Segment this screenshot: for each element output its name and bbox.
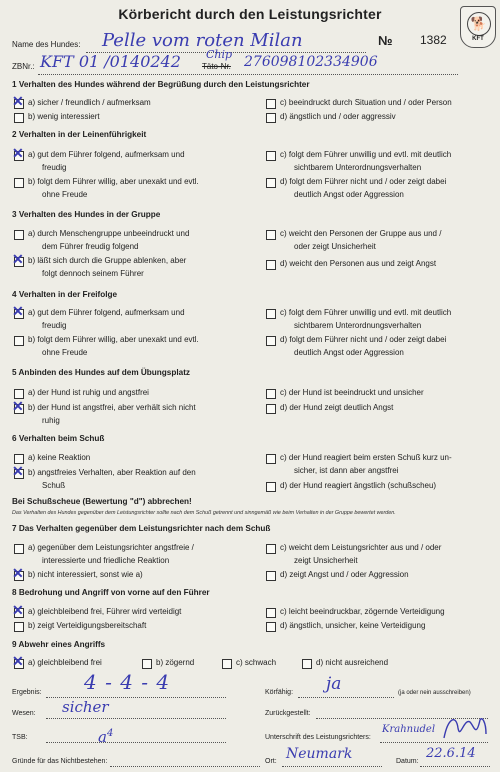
ort-label: Ort: bbox=[265, 758, 277, 765]
section-9-title: 9 Abwehr eines Angriffs bbox=[12, 640, 106, 649]
s9-b-checkbox[interactable] bbox=[142, 659, 152, 669]
section-1-title: 1 Verhalten des Hundes während der Begrüßung durch den Leistungsrichter bbox=[12, 80, 310, 89]
shot-warning: Bei Schußscheue (Bewertung "d") abbrechen! bbox=[12, 497, 192, 506]
s3-a-label: a) durch Menschengruppe unbeeindruckt und bbox=[28, 229, 190, 238]
s9-c-label: c) schwach bbox=[236, 658, 277, 667]
s4-d-label: d) folgt dem Führer nicht und / oder zeigt dabei bbox=[280, 335, 447, 344]
number-label: № bbox=[378, 33, 393, 48]
s7-d-checkbox[interactable] bbox=[266, 571, 276, 581]
s6-d-checkbox[interactable] bbox=[266, 482, 276, 492]
section-8-title: 8 Bedrohung und Angriff von vorne auf den Führer bbox=[12, 588, 210, 597]
ort-value[interactable]: Neumark bbox=[286, 746, 353, 762]
name-label: Name des Hundes: bbox=[12, 40, 81, 49]
s2-a-label: a) gut dem Führer folgend, aufmerksam und bbox=[28, 150, 185, 159]
s3-c-label-2: oder zeigt Unsicherheit bbox=[294, 242, 376, 251]
s8-b-checkbox[interactable] bbox=[14, 622, 24, 632]
s8-d-label: d) ängstlich, unsicher, keine Verteidigung bbox=[280, 621, 426, 630]
logo-text: KFT bbox=[472, 36, 484, 42]
s3-c-checkbox[interactable] bbox=[266, 230, 276, 240]
s2-c-checkbox[interactable] bbox=[266, 151, 276, 161]
koerfaehig-line bbox=[298, 697, 394, 698]
s3-b-checkbox[interactable] bbox=[14, 257, 24, 267]
s3-d-label: d) weicht den Personen aus und zeigt Angst bbox=[280, 259, 437, 268]
section-6-title: 6 Verhalten beim Schuß bbox=[12, 434, 105, 443]
s4-c-label-2: sichtbarem Unterordnungsverhalten bbox=[294, 321, 422, 330]
s4-b-label-2: ohne Freude bbox=[42, 348, 88, 357]
section-3-title: 3 Verhalten des Hundes in der Gruppe bbox=[12, 210, 161, 219]
s7-a-checkbox[interactable] bbox=[14, 544, 24, 554]
s5-d-label: d) der Hund zeigt deutlich Angst bbox=[280, 403, 394, 412]
chip-value[interactable]: 276098102334906 bbox=[244, 54, 378, 70]
datum-label: Datum: bbox=[396, 758, 419, 765]
s3-a-checkbox[interactable] bbox=[14, 230, 24, 240]
tsb-label: TSB: bbox=[12, 734, 28, 741]
s1-b-checkbox[interactable] bbox=[14, 113, 24, 123]
s3-c-label: c) weicht den Personen der Gruppe aus und / bbox=[280, 229, 442, 238]
tsb-grade-sup: 4 bbox=[106, 728, 114, 739]
s2-b-label: b) folgt dem Führer willig, aber unexakt und evtl. bbox=[28, 177, 199, 186]
s8-a-checkbox[interactable] bbox=[14, 608, 24, 618]
ergebnis-value[interactable]: 4 - 4 - 4 bbox=[84, 670, 171, 694]
s1-c-checkbox[interactable] bbox=[266, 99, 276, 109]
tato-label: Täto-Nr. bbox=[202, 62, 231, 71]
s7-c-checkbox[interactable] bbox=[266, 544, 276, 554]
s4-d-label-2: deutlich Angst oder Aggression bbox=[294, 348, 404, 357]
s7-a-label-2: interessierte und friedliche Reaktion bbox=[42, 556, 170, 565]
s4-a-checkbox[interactable] bbox=[14, 309, 24, 319]
s9-d-checkbox[interactable] bbox=[302, 659, 312, 669]
s1-c-label: c) beeindruckt durch Situation und / oder Person bbox=[280, 98, 452, 107]
club-logo bbox=[460, 6, 496, 48]
s8-c-checkbox[interactable] bbox=[266, 608, 276, 618]
section-5-title: 5 Anbinden des Hundes auf dem Übungsplatz bbox=[12, 368, 191, 377]
shot-note: Das Verhalten des Hundes gegenüber dem Leistungsrichter sollte nach dem Schuß getrennt und sinngemäß wie beim Verhalten in der Gruppe bewertet werden. bbox=[12, 510, 396, 516]
s3-b-label-2: folgt dennoch seinem Führer bbox=[42, 269, 144, 278]
s6-a-label: a) keine Reaktion bbox=[28, 453, 91, 462]
gruende-line bbox=[110, 766, 260, 767]
s1-a-checkbox[interactable] bbox=[14, 99, 24, 109]
s1-d-checkbox[interactable] bbox=[266, 113, 276, 123]
s2-d-label-2: deutlich Angst oder Aggression bbox=[294, 190, 404, 199]
s4-d-checkbox[interactable] bbox=[266, 336, 276, 346]
unterschrift-label: Unterschrift des Leistungsrichters: bbox=[265, 734, 371, 741]
s4-a-label-2: freudig bbox=[42, 321, 67, 330]
section-4-title: 4 Verhalten in der Freifolge bbox=[12, 290, 118, 299]
s9-b-label: b) zögernd bbox=[156, 658, 195, 667]
chip-label-handwritten: Chip bbox=[206, 48, 233, 61]
s7-b-checkbox[interactable] bbox=[14, 571, 24, 581]
tsb-grade: a bbox=[98, 728, 107, 746]
dog-head-icon: 🐕 bbox=[467, 12, 491, 36]
s5-c-label: c) der Hund ist beeindruckt und unsicher bbox=[280, 388, 424, 397]
datum-line bbox=[420, 766, 490, 767]
s6-b-label: b) angstfreies Verhalten, aber Reaktion auf den bbox=[28, 468, 196, 477]
s1-d-label: d) ängstlich und / oder aggressiv bbox=[280, 112, 396, 121]
s6-c-label-2: sicher, ist dann aber angstfrei bbox=[294, 466, 399, 475]
s6-d-label: d) der Hund reagiert ängstlich (schußscheu) bbox=[280, 481, 437, 490]
s6-c-checkbox[interactable] bbox=[266, 454, 276, 464]
s2-d-label: d) folgt dem Führer nicht und / oder zeigt dabei bbox=[280, 177, 447, 186]
signature-scribble bbox=[440, 712, 490, 744]
s4-c-label: c) folgt dem Führer unwillig und evtl. mit deutlich bbox=[280, 308, 452, 317]
s5-d-checkbox[interactable] bbox=[266, 404, 276, 414]
s7-c-label: c) weicht dem Leistungsrichter aus und / oder bbox=[280, 543, 442, 552]
wesen-line bbox=[46, 718, 226, 719]
s7-a-label: a) gegenüber dem Leistungsrichter angstfreie / bbox=[28, 543, 194, 552]
zbnr-value[interactable]: KFT 01 /0140242 bbox=[40, 52, 181, 71]
wesen-value[interactable]: sicher bbox=[62, 698, 109, 716]
koerfaehig-hint: (ja oder nein ausschreiben) bbox=[398, 690, 471, 696]
s4-b-label: b) folgt dem Führer willig, aber unexakt und evtl. bbox=[28, 335, 199, 344]
s6-c-label: c) der Hund reagiert beim ersten Schuß kurz un- bbox=[280, 453, 452, 462]
s9-c-checkbox[interactable] bbox=[222, 659, 232, 669]
section-2-title: 2 Verhalten in der Leinenführigkeit bbox=[12, 130, 147, 139]
ort-line bbox=[282, 766, 382, 767]
s5-b-label-2: ruhig bbox=[42, 416, 60, 425]
s8-a-label: a) gleichbleibend frei, Führer wird verteidigt bbox=[28, 607, 182, 616]
s8-c-label: c) leicht beeindruckbar, zögernde Verteidigung bbox=[280, 607, 445, 616]
s2-b-checkbox[interactable] bbox=[14, 178, 24, 188]
section-7-title: 7 Das Verhalten gegenüber dem Leistungsrichter nach dem Schuß bbox=[12, 524, 271, 533]
s7-b-label: b) nicht interessiert, sonst wie a) bbox=[28, 570, 143, 579]
tsb-value[interactable] bbox=[98, 728, 113, 746]
gruende-label: Gründe für das Nichtbestehen: bbox=[12, 758, 108, 765]
s2-c-label-2: sichtbarem Unterordnungsverhalten bbox=[294, 163, 422, 172]
s6-b-checkbox[interactable] bbox=[14, 469, 24, 479]
s2-a-checkbox[interactable] bbox=[14, 151, 24, 161]
datum-value[interactable]: 22.6.14 bbox=[426, 746, 476, 761]
s2-c-label: c) folgt dem Führer unwillig und evtl. mit deutlich bbox=[280, 150, 452, 159]
s6-b-label-2: Schuß bbox=[42, 481, 66, 490]
s5-a-label: a) der Hund ist ruhig und angstfrei bbox=[28, 388, 149, 397]
dog-name[interactable]: Pelle vom roten Milan bbox=[102, 30, 303, 51]
s3-a-label-2: dem Führer freudig folgend bbox=[42, 242, 139, 251]
number-value: 1382 bbox=[420, 33, 447, 47]
s8-d-checkbox[interactable] bbox=[266, 622, 276, 632]
s3-b-label: b) läßt sich durch die Gruppe ablenken, aber bbox=[28, 256, 187, 265]
koerfaehig-label: Körfähig: bbox=[265, 689, 294, 696]
ergebnis-label: Ergebnis: bbox=[12, 689, 42, 696]
tsb-line bbox=[46, 742, 226, 743]
s2-b-label-2: ohne Freude bbox=[42, 190, 88, 199]
s9-d-label: d) nicht ausreichend bbox=[316, 658, 389, 667]
zurueck-label: Zurückgestellt: bbox=[265, 710, 311, 717]
s2-d-checkbox[interactable] bbox=[266, 178, 276, 188]
s7-d-label: d) zeigt Angst und / oder Aggression bbox=[280, 570, 409, 579]
judge-signature-name: Krahnudel bbox=[382, 724, 436, 735]
s4-a-label: a) gut dem Führer folgend, aufmerksam und bbox=[28, 308, 185, 317]
s5-c-checkbox[interactable] bbox=[266, 389, 276, 399]
s5-b-checkbox[interactable] bbox=[14, 404, 24, 414]
s7-c-label-2: zeigt Unsicherheit bbox=[294, 556, 358, 565]
s1-b-label: b) wenig interessiert bbox=[28, 112, 100, 121]
s8-b-label: b) zeigt Verteidigungsbereitschaft bbox=[28, 621, 147, 630]
wesen-label: Wesen: bbox=[12, 710, 36, 717]
s3-d-checkbox[interactable] bbox=[266, 260, 276, 270]
s2-a-label-2: freudig bbox=[42, 163, 67, 172]
s9-a-checkbox[interactable] bbox=[14, 659, 24, 669]
s9-a-label: a) gleichbleibend frei bbox=[28, 658, 102, 667]
zbnr-line bbox=[38, 74, 458, 75]
koerfaehig-value[interactable]: ja bbox=[326, 674, 342, 694]
form-title: Körbericht durch den Leistungsrichter bbox=[118, 6, 382, 22]
zbnr-label: ZBNr.: bbox=[12, 62, 35, 71]
s4-c-checkbox[interactable] bbox=[266, 309, 276, 319]
s1-a-label: a) sicher / freundlich / aufmerksam bbox=[28, 98, 151, 107]
s4-b-checkbox[interactable] bbox=[14, 336, 24, 346]
s5-b-label: b) der Hund ist angstfrei, aber verhält sich nicht bbox=[28, 403, 196, 412]
